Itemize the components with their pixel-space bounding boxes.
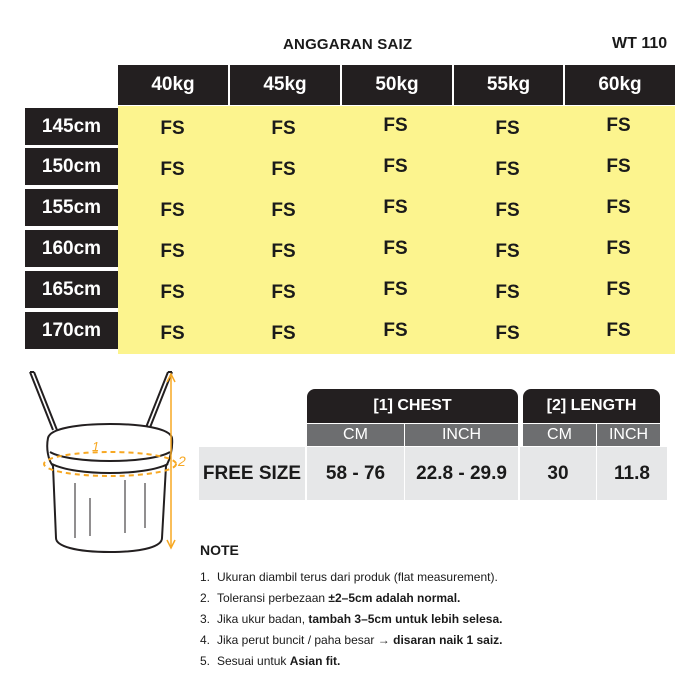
weight-header-60: 60kg bbox=[565, 65, 675, 105]
size-grid bbox=[118, 106, 675, 354]
note-text bbox=[217, 609, 502, 630]
size-cell: FS bbox=[606, 238, 631, 259]
size-cell: FS bbox=[160, 282, 185, 303]
garment-diagram bbox=[20, 368, 200, 553]
size-cell: FS bbox=[383, 279, 408, 300]
product-code: WT 110 bbox=[612, 35, 668, 52]
size-cell: FS bbox=[495, 282, 520, 303]
length-inch-unit: INCH bbox=[597, 424, 660, 446]
size-cell: FS bbox=[383, 156, 408, 177]
weight-header-40: 40kg bbox=[118, 65, 228, 105]
size-cell: FS bbox=[160, 323, 185, 344]
note-text bbox=[217, 630, 503, 651]
chest-marker-label: 1 bbox=[92, 439, 100, 454]
chest-inch-value: 22.8 - 29.9 bbox=[405, 447, 518, 500]
size-cell: FS bbox=[271, 241, 296, 262]
size-cell: FS bbox=[271, 323, 296, 344]
size-cell: FS bbox=[606, 320, 631, 341]
length-cm-unit: CM bbox=[523, 424, 596, 446]
note-text bbox=[217, 588, 460, 609]
length-cm-value: 30 bbox=[520, 447, 596, 500]
height-header-165: 165cm bbox=[25, 271, 118, 308]
size-cell: FS bbox=[383, 115, 408, 136]
size-cell: FS bbox=[606, 197, 631, 218]
note-item bbox=[200, 651, 503, 672]
note-number: 5. bbox=[200, 654, 211, 668]
note-text-plain: Jika perut buncit / paha besar → bbox=[217, 633, 394, 647]
size-cell: FS bbox=[606, 279, 631, 300]
note-item bbox=[200, 609, 503, 630]
size-cell: FS bbox=[160, 241, 185, 262]
height-header-145: 145cm bbox=[25, 108, 118, 145]
size-cell: FS bbox=[383, 197, 408, 218]
size-cell: FS bbox=[495, 323, 520, 344]
note-text-bold: Asian fit. bbox=[289, 654, 341, 668]
size-cell: FS bbox=[495, 241, 520, 262]
note-item bbox=[200, 588, 503, 609]
notes-list bbox=[200, 567, 503, 672]
length-header: [2] LENGTH bbox=[523, 389, 660, 423]
note-item bbox=[200, 567, 503, 588]
size-cell: FS bbox=[271, 118, 296, 139]
size-cell: FS bbox=[271, 282, 296, 303]
chest-cm-value: 58 - 76 bbox=[307, 447, 404, 500]
note-number: 1. bbox=[200, 570, 211, 584]
chest-header: [1] CHEST bbox=[307, 389, 518, 423]
size-cell: FS bbox=[271, 159, 296, 180]
height-header-155: 155cm bbox=[25, 189, 118, 226]
note-number: 2. bbox=[200, 591, 211, 605]
notes-title: NOTE bbox=[200, 542, 239, 558]
size-cell: FS bbox=[495, 200, 520, 221]
weight-header-45: 45kg bbox=[230, 65, 340, 105]
note-number: 3. bbox=[200, 612, 211, 626]
chest-cm-unit: CM bbox=[307, 424, 404, 446]
size-cell: FS bbox=[606, 156, 631, 177]
height-header-170: 170cm bbox=[25, 312, 118, 349]
note-text bbox=[217, 651, 340, 672]
length-marker-label: 2 bbox=[178, 453, 186, 469]
height-header-160: 160cm bbox=[25, 230, 118, 267]
note-text-plain: Jika ukur badan, bbox=[217, 612, 309, 626]
size-cell: FS bbox=[160, 118, 185, 139]
height-header-150: 150cm bbox=[25, 148, 118, 185]
size-label: FREE SIZE bbox=[199, 447, 305, 500]
chest-inch-unit: INCH bbox=[405, 424, 518, 446]
size-cell: FS bbox=[495, 159, 520, 180]
note-number: 4. bbox=[200, 633, 211, 647]
size-cell: FS bbox=[383, 238, 408, 259]
note-text-bold: disaran naik 1 saiz. bbox=[393, 633, 503, 647]
size-cell: FS bbox=[160, 200, 185, 221]
note-text-plain: Sesuai untuk bbox=[217, 654, 290, 668]
size-cell: FS bbox=[495, 118, 520, 139]
note-text-bold: ±2–5cm adalah normal. bbox=[328, 591, 461, 605]
size-cell: FS bbox=[271, 200, 296, 221]
weight-header-55: 55kg bbox=[454, 65, 563, 105]
length-inch-value: 11.8 bbox=[597, 447, 667, 500]
note-text-plain: Toleransi perbezaan bbox=[217, 591, 329, 605]
weight-header-50: 50kg bbox=[342, 65, 452, 105]
note-item bbox=[200, 630, 503, 651]
size-cell: FS bbox=[160, 159, 185, 180]
chart-title: ANGGARAN SAIZ bbox=[283, 36, 413, 53]
size-cell: FS bbox=[606, 115, 631, 136]
size-cell: FS bbox=[383, 320, 408, 341]
note-text: Ukuran diambil terus dari produk (flat measurement). bbox=[217, 570, 498, 584]
note-text-bold: tambah 3–5cm untuk lebih selesa. bbox=[308, 612, 503, 626]
